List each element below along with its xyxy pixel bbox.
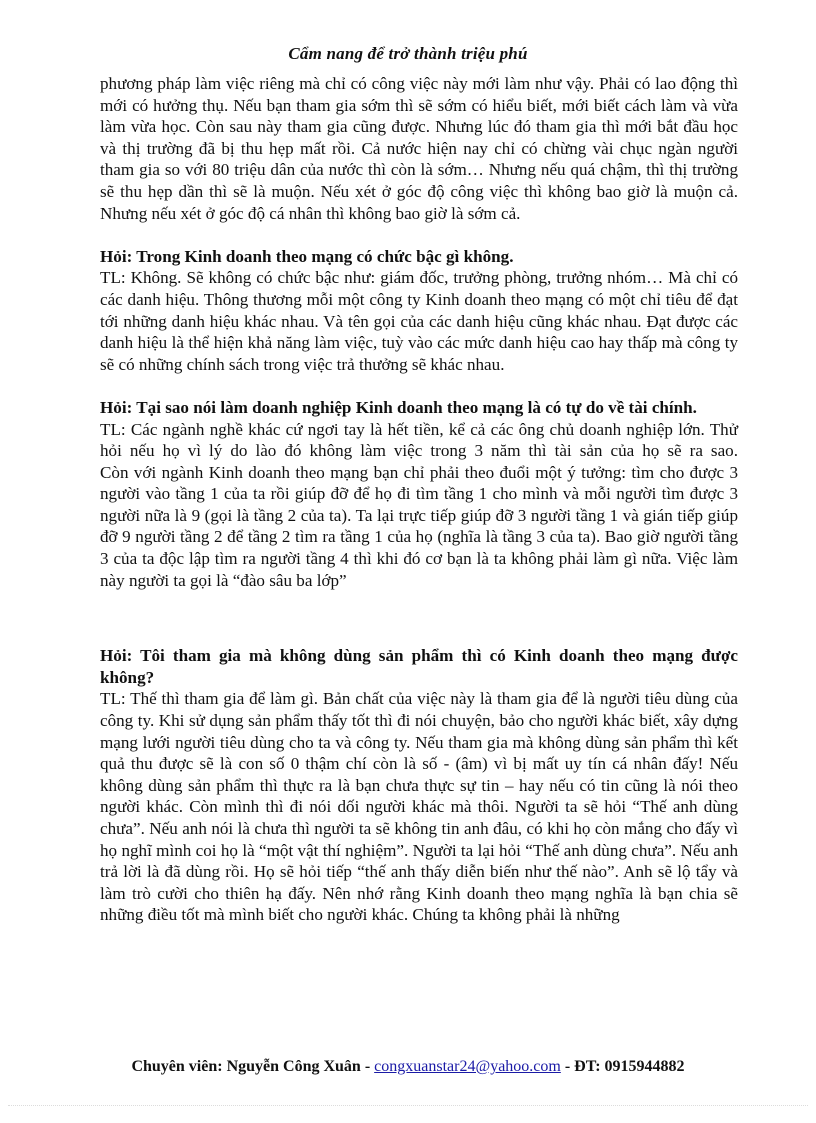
email-link[interactable]: congxuanstar24@yahoo.com (374, 1058, 561, 1075)
question-2: Hỏi: Tại sao nói làm doanh nghiệp Kinh doanh theo mạng là có tự do về tài chính. (100, 397, 697, 417)
answer-2-part-2: Còn với ngành Kinh doanh theo mạng bạn chỉ phải theo đuổi một ý tưởng: tìm cho được 3 người vào tầng 1 của ta rồi giúp đỡ để họ đi tìm tầng 1 cho mình và mỗi người tìm được 3 người nữa là 9 (gọi là tầng 2 của ta). Ta lại trực tiếp giúp đỡ 3 người tầng 1 và gián tiếp giúp đỡ 9 người tầng 2 để tầng 2 tìm ra tầng 1 của họ (nghĩa là tầng 3 của ta). Bao giờ người tầng 3 của ta độc lập tìm ra người tầng 4 thì khi đó cơ bạn là ta không phải làm gì nữa. Việc làm này người ta gọi là “đào sâu ba lớp” (100, 462, 738, 590)
intro-paragraph: phương pháp làm việc riêng mà chỉ có công việc này mới làm như vậy. Phải có lao động thì mới có hưởng thụ. Nếu bạn tham gia sớm thì sẽ sớm có hiểu biết, mới biết cách làm và vừa làm vừa học. Còn sau này tham gia cũng được. Nhưng lúc đó tham gia thì mới bắt đầu học và thị trường đã bị thu hẹp mất rồi. Cả nước hiện nay chỉ có chừng vài chục ngàn người tham gia so với 80 triệu dân của nước thì còn là sớm… Nhưng nếu quá chậm, thì thị trường sẽ thu hẹp dần thì sẽ là muộn. Nếu xét ở góc độ công việc thì không bao giờ là muộn cả. Nhưng nếu xét ở góc độ cá nhân thì không bao giờ là sớm cả. (100, 74, 738, 223)
question-1: Hỏi: Trong Kinh doanh theo mạng có chức bậc gì không. (100, 246, 514, 266)
page-header-title: Cẩm nang để trở thành triệu phú (288, 44, 528, 63)
question-3: Hỏi: Tôi tham gia mà không dùng sản phẩm thì có Kinh doanh theo mạng được không? (100, 646, 738, 687)
document-body (100, 73, 738, 926)
answer-3: TL: Thế thì tham gia để làm gì. Bản chất của việc này là tham gia để là người tiêu dùng của công ty. Khi sử dụng sản phẩm thấy tốt thì đi nói chuyện, bảo cho người khác biết, xây dựng mạng lưới người tiêu dùng cho ta và công ty. Nếu tham gia mà không dùng sản phẩm thì kết quả thu được sẽ là con số 0 thậm chí còn là số - (âm) vì bị mất uy tín cá nhân đấy! Nếu không dùng sản phẩm thì thực ra là bạn chưa thực sự tin – hay nếu có tin cũng là nói theo người khác. Còn mình thì đi nói dối người khác mà thôi. Người ta sẽ hỏi “Thế anh dùng chưa”. Nếu anh nói là chưa thì người ta sẽ không tin anh đâu, có khi họ còn mắng cho đấy vì họ nghĩ mình coi họ là “một vật thí nghiệm”. Người ta lại hỏi “Thế anh dùng chưa”. Nếu anh trả lời là đã dùng rồi. Họ sẽ hỏi tiếp “thế anh thấy diễn biến như thế nào”. Anh sẽ lộ tẩy và làm trò cười cho thiên hạ đấy. Nên nhớ rằng Kinh doanh theo mạng nghĩa là bạn chia sẽ những điều tốt mà mình biết cho người khác. Chúng ta không phải là những (100, 689, 738, 925)
page-footer (0, 1058, 816, 1076)
page-bottom-divider (8, 1105, 808, 1106)
answer-1: TL: Không. Sẽ không có chức bậc như: giám đốc, trưởng phòng, trưởng nhóm… Mà chỉ có các danh hiệu. Thông thương mỗi một công ty Kinh doanh theo mạng có một chỉ tiêu để đạt tới những danh hiệu khác nhau. Và tên gọi của các danh hiệu cũng khác nhau. Đạt được các danh hiệu là thể hiện khả năng làm việc, tuỳ vào các mức danh hiệu cao hay thấp mà công ty sẽ có những chính sách trong việc trả thưởng sẽ khác nhau. (100, 268, 738, 374)
footer-phone: - ĐT: 0915944882 (560, 1058, 685, 1075)
footer-prefix: Chuyên viên: Nguyễn Công Xuân - (131, 1058, 375, 1075)
answer-2-part-1: TL: Các ngành nghề khác cứ ngơi tay là hết tiền, kể cả các ông chủ doanh nghiệp lớn. Thử hỏi nếu họ vì lý do lào đó không làm việc trong 3 năm thì tài sản của họ sẽ ra sao. (100, 419, 738, 461)
